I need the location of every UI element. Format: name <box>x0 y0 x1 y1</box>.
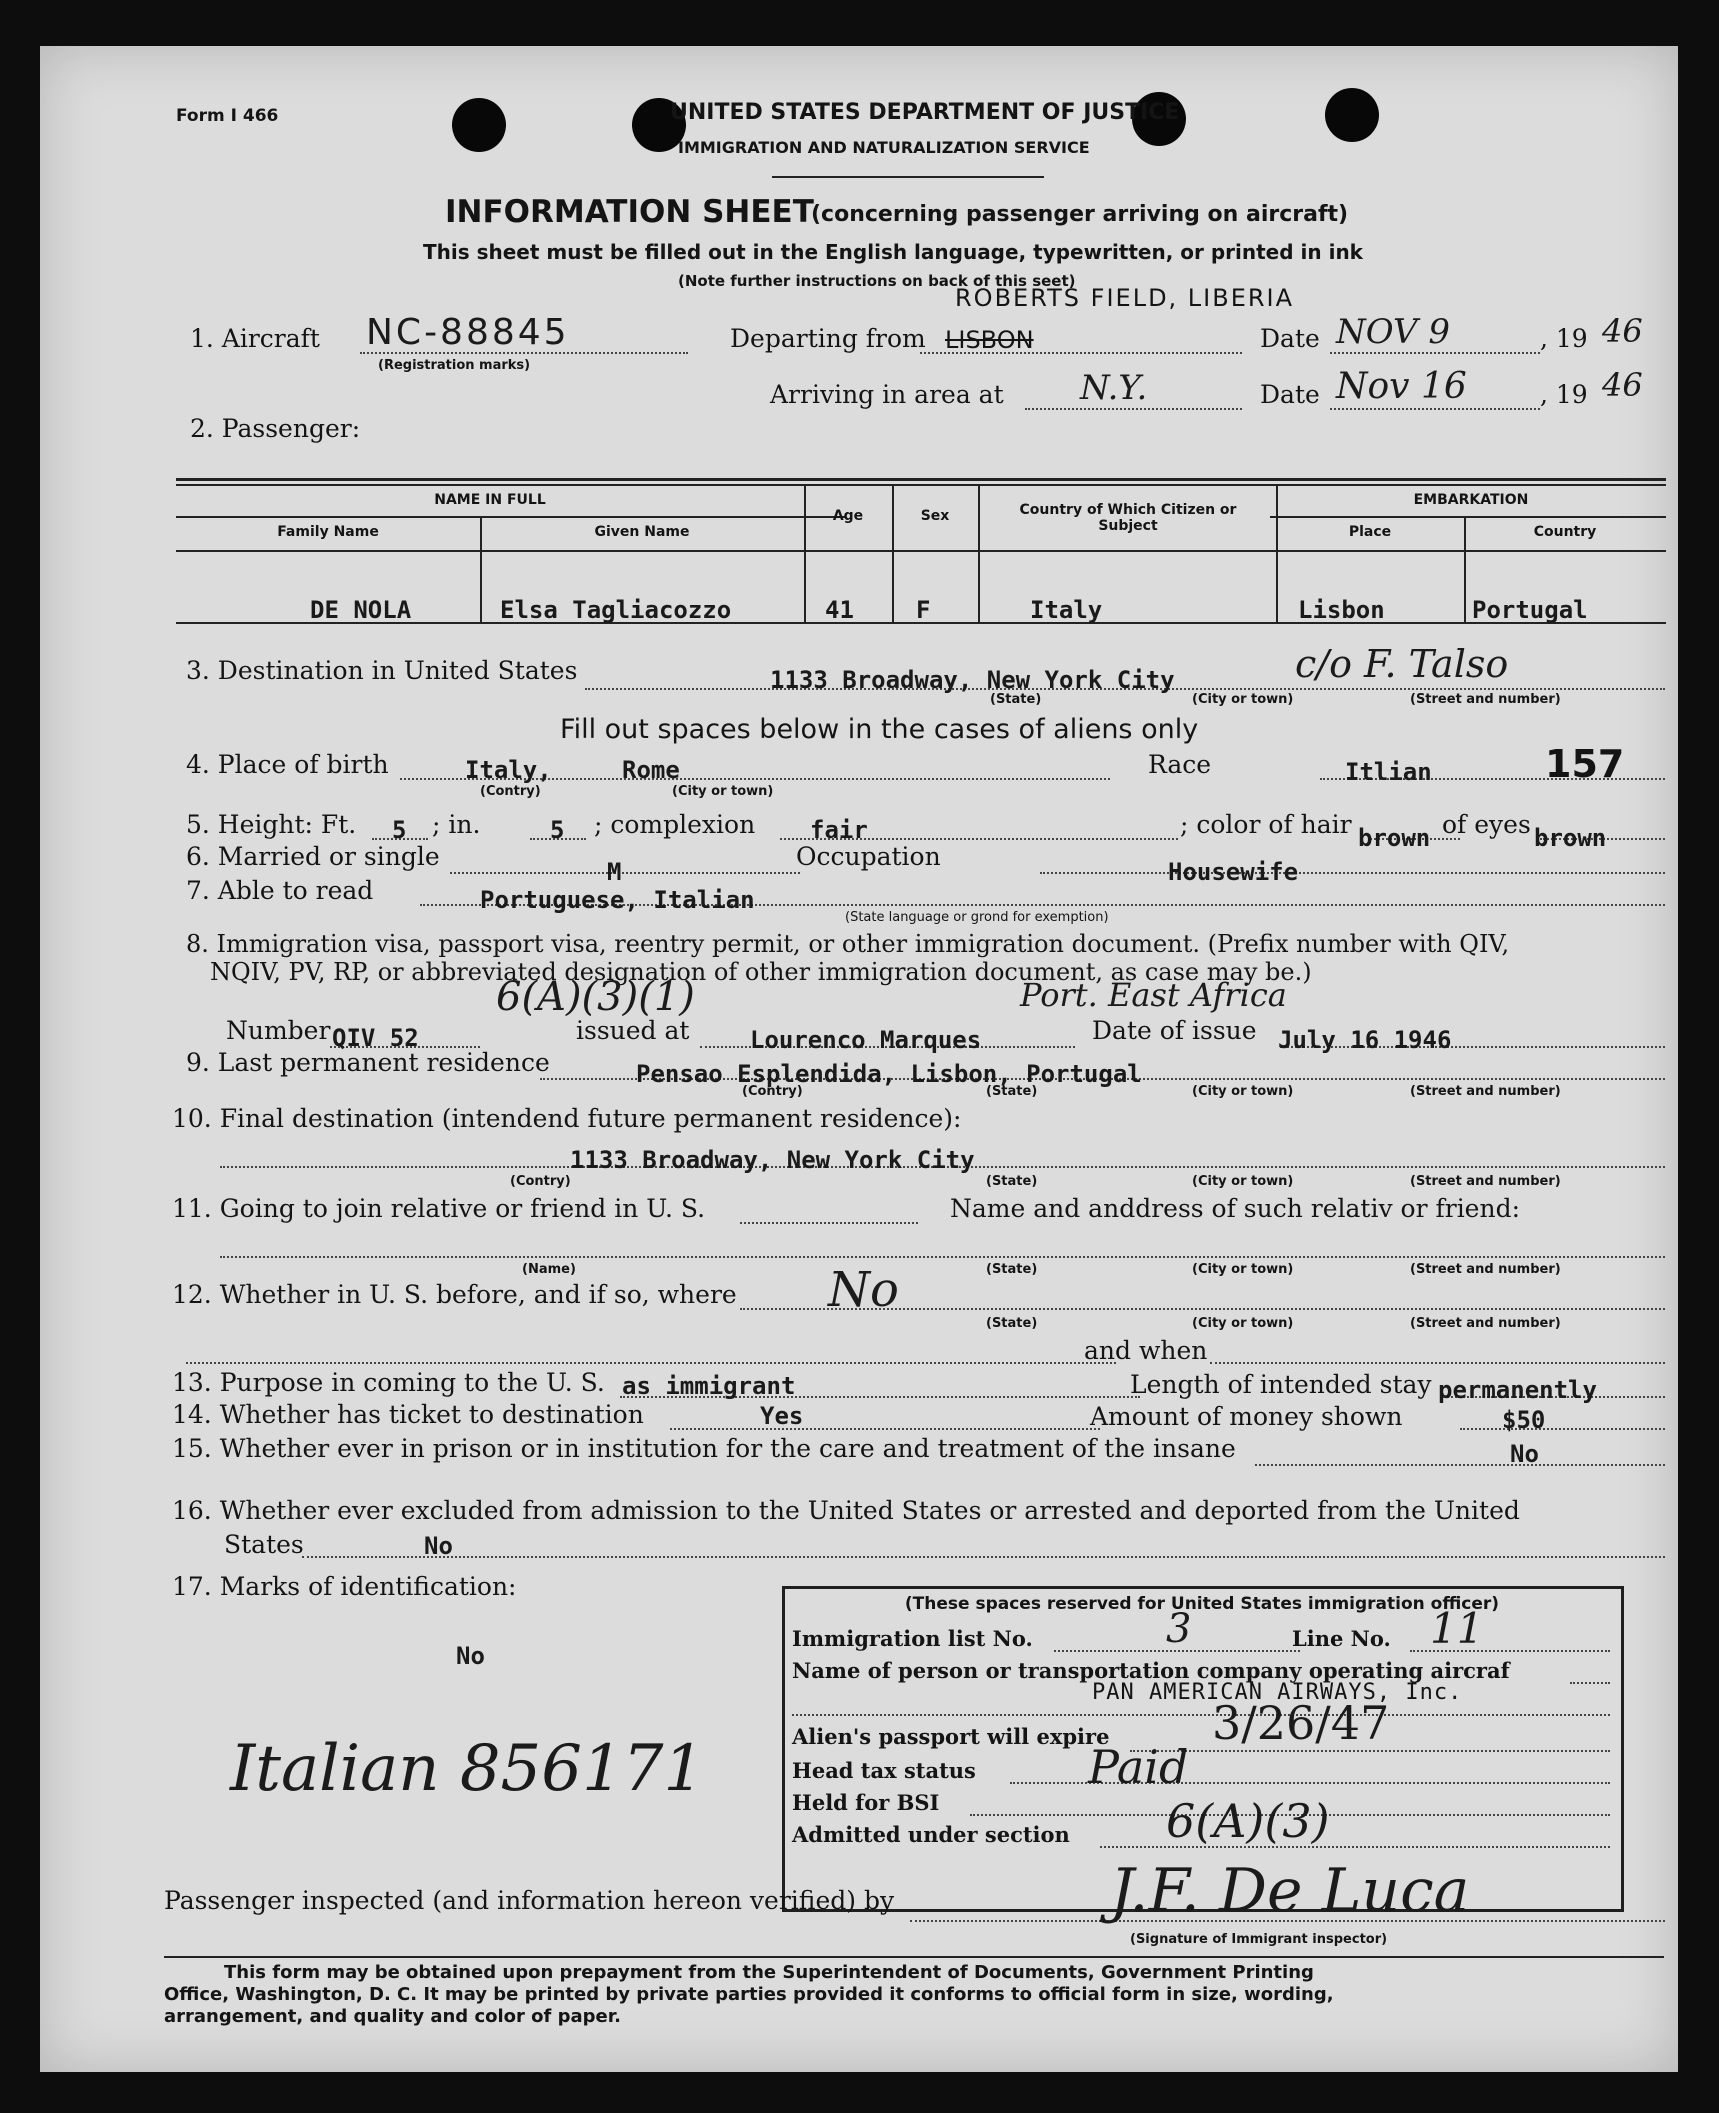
caption-city: (City or town) <box>672 784 774 799</box>
caption-street: (Street and number) <box>1410 692 1561 707</box>
excluded-label: 16. Whether ever excluded from admission to the United States or arrested and deported from the United <box>172 1496 1520 1525</box>
hair-label: ; color of hair <box>1180 810 1352 839</box>
identification-label: 17. Marks of identification: <box>172 1572 517 1601</box>
departing-label: Departing from <box>730 324 926 353</box>
issued-place-handwritten: Port. East Africa <box>1020 976 1287 1014</box>
marital-value: M <box>607 858 622 886</box>
caption-city: (City or town) <box>1192 1262 1294 1277</box>
departure-date: NOV 9 <box>1336 312 1451 352</box>
issued-at-value: Lourenco Marques <box>750 1026 982 1054</box>
language-caption: (State language or grond for exemption) <box>845 910 1109 925</box>
prison-label: 15. Whether ever in prison or in institution for the care and treatment of the insane <box>172 1434 1236 1463</box>
languages-value: Portuguese, Italian <box>480 886 755 914</box>
footer-line-2: Office, Washington, D. C. It may be printed by private parties provided it conforms to official form in size, wording, <box>164 1984 1334 2005</box>
given-name-cell: Elsa Tagliacozzo <box>500 596 732 624</box>
visa-number-label: Number <box>226 1016 331 1045</box>
aircraft-label: 1. Aircraft <box>190 324 320 353</box>
list-label: Immigration list No. <box>792 1626 1033 1651</box>
visa-section-handwritten: 6(A)(3)(1) <box>496 974 695 1020</box>
caption-country: (Contry) <box>510 1174 571 1189</box>
head-tax-label: Head tax status <box>792 1758 976 1783</box>
marital-label: 6. Married or single <box>186 842 440 871</box>
place-header: Place <box>1348 524 1392 540</box>
passport-expire-label: Alien's passport will expire <box>792 1724 1110 1749</box>
visa-instructions-2: NQIV, PV, RP, or abbreviated designation of other immigration document, as case may be.) <box>210 958 1312 986</box>
citizen-header: Country of Which Citizen or Subject <box>1019 502 1237 534</box>
race-label: Race <box>1148 750 1212 779</box>
caption-state: (State) <box>990 692 1042 707</box>
year-prefix: , 19 <box>1540 380 1588 409</box>
caption-street: (Street and number) <box>1410 1316 1561 1331</box>
year-prefix: , 19 <box>1540 324 1588 353</box>
money-value: $50 <box>1502 1406 1546 1434</box>
inspected-label: Passenger inspected (and information hereon verified) by <box>164 1886 895 1915</box>
page-title: INFORMATION SHEET <box>445 194 814 230</box>
embarkation-header: EMBARKATION <box>1413 492 1529 508</box>
page-subtitle: (concerning passenger arriving on aircraft) <box>811 202 1349 227</box>
departing-struck: LISBON <box>945 326 1034 354</box>
destination-label: 3. Destination in United States <box>186 656 578 685</box>
caption-state: (State) <box>986 1174 1038 1189</box>
line-value: 11 <box>1430 1604 1484 1653</box>
destination-value: 1133 Broadway, New York City <box>770 666 1175 694</box>
issue-date: July 16 1946 <box>1278 1026 1452 1054</box>
residence-value: Pensao Esplendida, Lisbon, Portugal <box>636 1060 1142 1088</box>
issue-date-label: Date of issue <box>1092 1016 1257 1045</box>
sex-cell: F <box>916 596 931 624</box>
final-destination-label: 10. Final destination (intendend future permanent residence): <box>172 1104 962 1133</box>
sex-header: Sex <box>920 508 950 524</box>
identification-handwritten: Italian 856171 <box>230 1732 705 1806</box>
occupation-value: Housewife <box>1168 858 1299 886</box>
place-cell: Lisbon <box>1298 596 1385 624</box>
prison-value: No <box>1510 1440 1539 1468</box>
excluded-value: No <box>424 1532 453 1560</box>
caption-city: (City or town) <box>1192 692 1294 707</box>
given-name-header: Given Name <box>594 524 690 540</box>
height-inches: 5 <box>550 816 565 844</box>
family-name-cell: DE NOLA <box>310 596 412 624</box>
aircraft-value: NC-88845 <box>366 312 570 353</box>
residence-label: 9. Last permanent residence <box>186 1048 550 1077</box>
relative-name-label: Name and anddress of such relativ or friend: <box>950 1194 1521 1223</box>
eyes-label: of eyes <box>1442 810 1531 839</box>
family-name-header: Family Name <box>277 524 379 540</box>
birth-city: Rome <box>622 756 680 784</box>
departure-date-label: Date <box>1260 324 1320 353</box>
caption-street: (Street and number) <box>1410 1084 1561 1099</box>
previous-us-handwritten: No <box>828 1262 899 1318</box>
section-label: Admitted under section <box>792 1822 1070 1847</box>
caption-name: (Name) <box>522 1262 576 1277</box>
ticket-label: 14. Whether has ticket to destination <box>172 1400 644 1429</box>
final-destination-value: 1133 Broadway, New York City <box>570 1146 975 1174</box>
citizen-cell: Italy <box>1030 596 1103 624</box>
department-name: UNITED STATES DEPARTMENT OF JUSTICE <box>670 100 1180 125</box>
name-in-full-header: NAME IN FULL <box>434 492 546 508</box>
passport-expire-value: 3/26/47 <box>1212 1696 1390 1750</box>
visa-number: QIV 52 <box>332 1024 419 1052</box>
instructions: This sheet must be filled out in the English language, typewritten, or printed in ink <box>423 240 1363 264</box>
arrival-date: Nov 16 <box>1336 366 1467 407</box>
caption-country: (Contry) <box>742 1084 803 1099</box>
read-label: 7. Able to read <box>186 876 374 905</box>
height-label: 5. Height: Ft. <box>186 810 357 839</box>
inspector-signature: J.F. De Luca <box>1110 1856 1470 1926</box>
registration-caption: (Registration marks) <box>378 358 531 373</box>
stay-value: permanently <box>1438 1376 1597 1404</box>
head-tax-value: Paid <box>1088 1740 1189 1794</box>
caption-city: (City or town) <box>1192 1084 1294 1099</box>
birthplace-label: 4. Place of birth <box>186 750 389 779</box>
section-value: 6(A)(3) <box>1166 1794 1330 1848</box>
list-value: 3 <box>1166 1606 1192 1652</box>
footer-line-1: This form may be obtained upon prepayment from the Superintendent of Documents, Government Printing <box>224 1962 1314 1983</box>
and-when-label: and when <box>1084 1336 1208 1365</box>
caption-state: (State) <box>986 1262 1038 1277</box>
company-label: Name of person or transportation company operating aircraf <box>792 1658 1510 1683</box>
caption-country: (Contry) <box>480 784 541 799</box>
arrival-year: 46 <box>1602 366 1643 404</box>
purpose-value: as immigrant <box>622 1372 796 1400</box>
hair-value: brown <box>1358 824 1431 852</box>
aliens-only-note: Fill out spaces below in the cases of aliens only <box>560 714 1199 745</box>
excluded-label-2: States <box>224 1530 304 1559</box>
eyes-value: brown <box>1534 824 1607 852</box>
arrival-date-label: Date <box>1260 380 1320 409</box>
purpose-label: 13. Purpose in coming to the U. S. <box>172 1368 605 1397</box>
footer-line-3: arrangement, and quality and color of paper. <box>164 2006 621 2027</box>
departure-year: 46 <box>1602 312 1643 350</box>
service-name: IMMIGRATION AND NATURALIZATION SERVICE <box>678 138 1090 157</box>
caption-street: (Street and number) <box>1410 1174 1561 1189</box>
age-cell: 41 <box>825 596 854 624</box>
company-value: PAN AMERICAN AIRWAYS, Inc. <box>1092 1680 1463 1705</box>
punch-hole <box>452 98 506 152</box>
race-value: Itlian <box>1345 758 1432 786</box>
caption-city: (City or town) <box>1192 1316 1294 1331</box>
officer-box-title: (These spaces reserved for United States immigration officer) <box>904 1594 1500 1614</box>
occupation-label: Occupation <box>796 842 941 871</box>
caption-state: (State) <box>986 1084 1038 1099</box>
form-sheet <box>40 46 1678 2072</box>
departing-handwritten: ROBERTS FIELD, LIBERIA <box>955 284 1295 312</box>
country-header: Country <box>1533 524 1597 540</box>
inches-label: ; in. <box>432 810 481 839</box>
passenger-label: 2. Passenger: <box>190 414 361 443</box>
arriving-value: N.Y. <box>1080 368 1148 408</box>
ticket-value: Yes <box>760 1402 804 1430</box>
punch-hole <box>1325 88 1379 142</box>
money-label: Amount of money shown <box>1090 1402 1403 1431</box>
caption-city: (City or town) <box>1192 1174 1294 1189</box>
caption-state: (State) <box>986 1316 1038 1331</box>
age-header: Age <box>832 508 864 524</box>
signature-caption: (Signature of Immigrant inspector) <box>1130 1932 1388 1947</box>
join-relative-label: 11. Going to join relative or friend in U. S. <box>172 1194 706 1223</box>
height-feet: 5 <box>392 816 407 844</box>
birth-country: Italy, <box>465 756 552 784</box>
line-label: Line No. <box>1292 1626 1391 1651</box>
destination-handwritten: c/o F. Talso <box>1295 642 1509 686</box>
stay-label: Length of intended stay <box>1130 1370 1432 1399</box>
identification-value: No <box>456 1642 485 1670</box>
complexion-label: ; complexion <box>594 810 756 839</box>
country-cell: Portugal <box>1472 596 1588 624</box>
form-number: Form I 466 <box>176 106 279 126</box>
race-code: 157 <box>1545 742 1625 786</box>
bsi-label: Held for BSI <box>792 1790 940 1815</box>
instructions-note: (Note further instructions on back of this seet) <box>678 272 1076 290</box>
arriving-label: Arriving in area at <box>770 380 1004 409</box>
visa-instructions: 8. Immigration visa, passport visa, reentry permit, or other immigration document. (Prefix number with QIV, <box>186 930 1510 958</box>
issued-at-label: issued at <box>576 1016 690 1045</box>
complexion-value: fair <box>810 816 868 844</box>
previous-us-label: 12. Whether in U. S. before, and if so, where <box>172 1280 737 1309</box>
caption-street: (Street and number) <box>1410 1262 1561 1277</box>
